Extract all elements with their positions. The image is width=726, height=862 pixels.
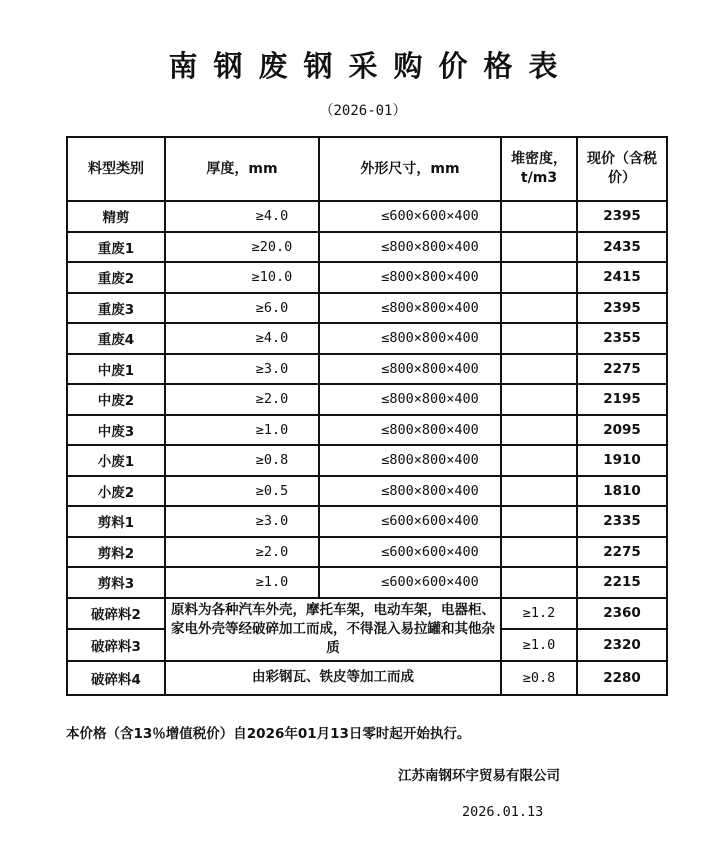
row-price: 2335 xyxy=(577,506,667,537)
row-price: 2195 xyxy=(577,384,667,415)
row-size: ≤800×800×400 xyxy=(319,293,501,324)
row-thickness: ≥1.0 xyxy=(165,567,319,598)
row-price: 2320 xyxy=(577,629,667,661)
row-type: 重废3 xyxy=(67,293,165,324)
row-type: 破碎料4 xyxy=(67,661,165,696)
row-thickness: ≥6.0 xyxy=(165,293,319,324)
row-thickness: ≥2.0 xyxy=(165,537,319,568)
header-price-label: 现价（含税价） xyxy=(587,151,657,186)
row-type: 剪料3 xyxy=(67,567,165,598)
header-price xyxy=(577,137,667,201)
row-size: ≤800×800×400 xyxy=(319,262,501,293)
header-thickness: 厚度，mm xyxy=(165,137,319,201)
row-density: ≥1.0 xyxy=(501,629,577,661)
row-price: 2435 xyxy=(577,232,667,263)
header-density-label: 堆密度，t/m3 xyxy=(511,151,567,186)
table-row xyxy=(67,567,667,598)
row-thickness: ≥4.0 xyxy=(165,201,319,232)
header-size: 外形尺寸，mm xyxy=(319,137,501,201)
table-row xyxy=(67,445,667,476)
row-price: 2280 xyxy=(577,661,667,696)
table-row xyxy=(67,415,667,446)
row-price: 2215 xyxy=(577,567,667,598)
company-name: 江苏南钢环宇贸易有限公司 xyxy=(398,768,560,784)
row-density xyxy=(501,537,577,568)
row-thickness: ≥2.0 xyxy=(165,384,319,415)
row-density xyxy=(501,293,577,324)
row-size: ≤800×800×400 xyxy=(319,476,501,507)
table-header-row xyxy=(67,137,667,201)
row-density xyxy=(501,415,577,446)
row-type: 重废1 xyxy=(67,232,165,263)
row-price: 2395 xyxy=(577,293,667,324)
row-type: 小废1 xyxy=(67,445,165,476)
row-density xyxy=(501,323,577,354)
row-density xyxy=(501,262,577,293)
row-thickness: ≥3.0 xyxy=(165,506,319,537)
row-price: 2360 xyxy=(577,598,667,630)
row-price: 2415 xyxy=(577,262,667,293)
crushed-description-1: 原料为各种汽车外壳，摩托车架，电动车架，电器柜、家电外壳等经破碎加工而成，不得混入易拉罐和其他杂质 xyxy=(165,598,501,661)
row-price: 1810 xyxy=(577,476,667,507)
row-price: 2095 xyxy=(577,415,667,446)
row-price: 2355 xyxy=(577,323,667,354)
row-price: 2275 xyxy=(577,354,667,385)
row-size: ≤800×800×400 xyxy=(319,354,501,385)
row-density xyxy=(501,354,577,385)
row-size: ≤800×800×400 xyxy=(319,445,501,476)
row-thickness: ≥3.0 xyxy=(165,354,319,385)
row-size: ≤600×600×400 xyxy=(319,537,501,568)
row-density: ≥0.8 xyxy=(501,661,577,696)
row-density xyxy=(501,506,577,537)
effective-note: 本价格（含13％增值税价）自2026年01月13日零时起开始执行。 xyxy=(66,726,471,742)
table-row xyxy=(67,201,667,232)
table-row xyxy=(67,323,667,354)
row-type: 破碎料3 xyxy=(67,629,165,661)
table-row xyxy=(67,476,667,507)
row-size: ≤600×600×400 xyxy=(319,506,501,537)
table-row xyxy=(67,506,667,537)
row-density: ≥1.2 xyxy=(501,598,577,630)
row-type: 重废4 xyxy=(67,323,165,354)
row-size: ≤600×600×400 xyxy=(319,567,501,598)
row-size: ≤800×800×400 xyxy=(319,384,501,415)
row-density xyxy=(501,567,577,598)
row-type: 剪料1 xyxy=(67,506,165,537)
table-row xyxy=(67,262,667,293)
row-price: 2395 xyxy=(577,201,667,232)
row-price: 2275 xyxy=(577,537,667,568)
row-density xyxy=(501,232,577,263)
row-type: 中废1 xyxy=(67,354,165,385)
table-row xyxy=(67,293,667,324)
row-price: 1910 xyxy=(577,445,667,476)
row-type: 剪料2 xyxy=(67,537,165,568)
row-thickness: ≥0.8 xyxy=(165,445,319,476)
row-type: 重废2 xyxy=(67,262,165,293)
row-thickness: ≥20.0 xyxy=(165,232,319,263)
price-table xyxy=(66,136,668,696)
row-thickness: ≥0.5 xyxy=(165,476,319,507)
header-type: 料型类别 xyxy=(67,137,165,201)
issue-date: 2026.01.13 xyxy=(462,804,544,820)
table-row xyxy=(67,232,667,263)
row-type: 破碎料2 xyxy=(67,598,165,630)
table-row xyxy=(67,661,667,696)
table-row xyxy=(67,598,667,630)
row-size: ≤800×800×400 xyxy=(319,323,501,354)
row-thickness: ≥1.0 xyxy=(165,415,319,446)
row-density xyxy=(501,201,577,232)
row-density xyxy=(501,476,577,507)
row-density xyxy=(501,445,577,476)
row-thickness: ≥4.0 xyxy=(165,323,319,354)
table-row xyxy=(67,537,667,568)
page-title: 南钢废钢采购价格表 xyxy=(168,49,574,83)
header-density xyxy=(501,137,577,201)
row-type: 小废2 xyxy=(67,476,165,507)
period-label: （2026-01） xyxy=(319,103,407,119)
table-row xyxy=(67,384,667,415)
row-type: 中废2 xyxy=(67,384,165,415)
row-type: 精剪 xyxy=(67,201,165,232)
row-thickness: ≥10.0 xyxy=(165,262,319,293)
row-density xyxy=(501,384,577,415)
row-size: ≤800×800×400 xyxy=(319,232,501,263)
row-type: 中废3 xyxy=(67,415,165,446)
crushed-description-2: 由彩钢瓦、铁皮等加工而成 xyxy=(165,661,501,696)
row-size: ≤600×600×400 xyxy=(319,201,501,232)
table-row xyxy=(67,354,667,385)
row-size: ≤800×800×400 xyxy=(319,415,501,446)
